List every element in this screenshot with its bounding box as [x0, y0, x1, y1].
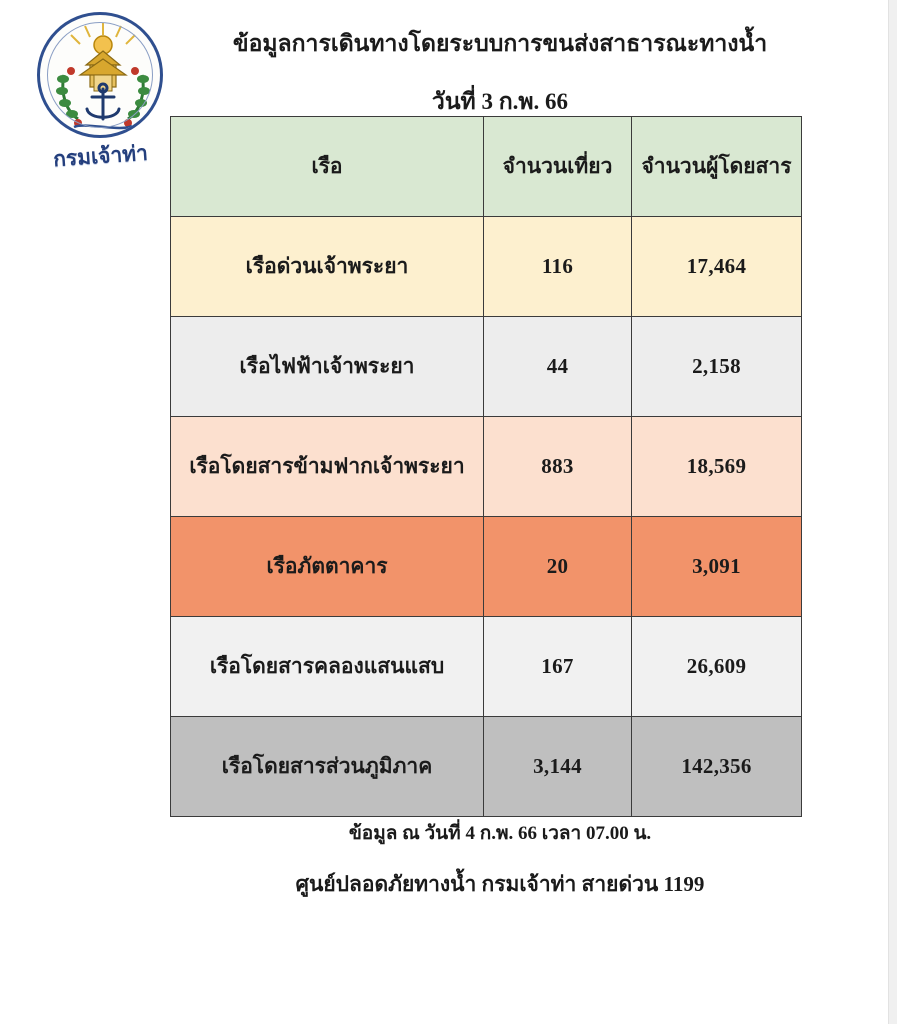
cell-passengers: 142,356	[632, 717, 802, 817]
emblem-label: กรมเจ้าท่า	[52, 140, 149, 172]
table-row	[171, 517, 802, 617]
data-timestamp-note: ข้อมูล ณ วันที่ 4 ก.พ. 66 เวลา 07.00 น.	[348, 823, 652, 844]
column-header-trips: จำนวนเที่ยว	[484, 117, 632, 217]
cell-trips: 883	[484, 417, 632, 517]
column-header-boat: เรือ	[171, 117, 484, 217]
table-row	[171, 217, 802, 317]
report-table-container	[170, 116, 801, 817]
table-header-row	[171, 117, 802, 217]
table-row	[171, 617, 802, 717]
cell-trips: 20	[484, 517, 632, 617]
column-header-passengers: จำนวนผู้โดยสาร	[632, 117, 802, 217]
emblem-inner-ring	[47, 22, 153, 128]
cell-passengers: 26,609	[632, 617, 802, 717]
cell-boat-name: เรือภัตตาคาร	[171, 517, 484, 617]
cell-boat-name: เรือไฟฟ้าเจ้าพระยา	[171, 317, 484, 417]
page-subtitle: วันที่ 3 ก.พ. 66	[431, 89, 569, 114]
cell-passengers: 17,464	[632, 217, 802, 317]
table-row	[171, 417, 802, 517]
page-edge-strip	[888, 0, 897, 1024]
table-row	[171, 717, 802, 817]
cell-passengers: 3,091	[632, 517, 802, 617]
emblem-circle-icon	[37, 12, 163, 138]
table-header	[171, 117, 802, 217]
cell-trips: 167	[484, 617, 632, 717]
agency-hotline-note: ศูนย์ปลอดภัยทางน้ำ กรมเจ้าท่า สายด่วน 1199	[295, 872, 705, 896]
cell-trips: 116	[484, 217, 632, 317]
table-body	[171, 217, 802, 817]
cell-boat-name: เรือโดยสารส่วนภูมิภาค	[171, 717, 484, 817]
cell-passengers: 18,569	[632, 417, 802, 517]
cell-trips: 44	[484, 317, 632, 417]
cell-passengers: 2,158	[632, 317, 802, 417]
waterway-ridership-table	[170, 116, 802, 817]
table-row	[171, 317, 802, 417]
cell-boat-name: เรือโดยสารข้ามฟากเจ้าพระยา	[171, 417, 484, 517]
cell-boat-name: เรือด่วนเจ้าพระยา	[171, 217, 484, 317]
cell-trips: 3,144	[484, 717, 632, 817]
cell-boat-name: เรือโดยสารคลองแสนแสบ	[171, 617, 484, 717]
page-title: ข้อมูลการเดินทางโดยระบบการขนส่งสาธารณะทางน้ำ	[232, 31, 768, 56]
